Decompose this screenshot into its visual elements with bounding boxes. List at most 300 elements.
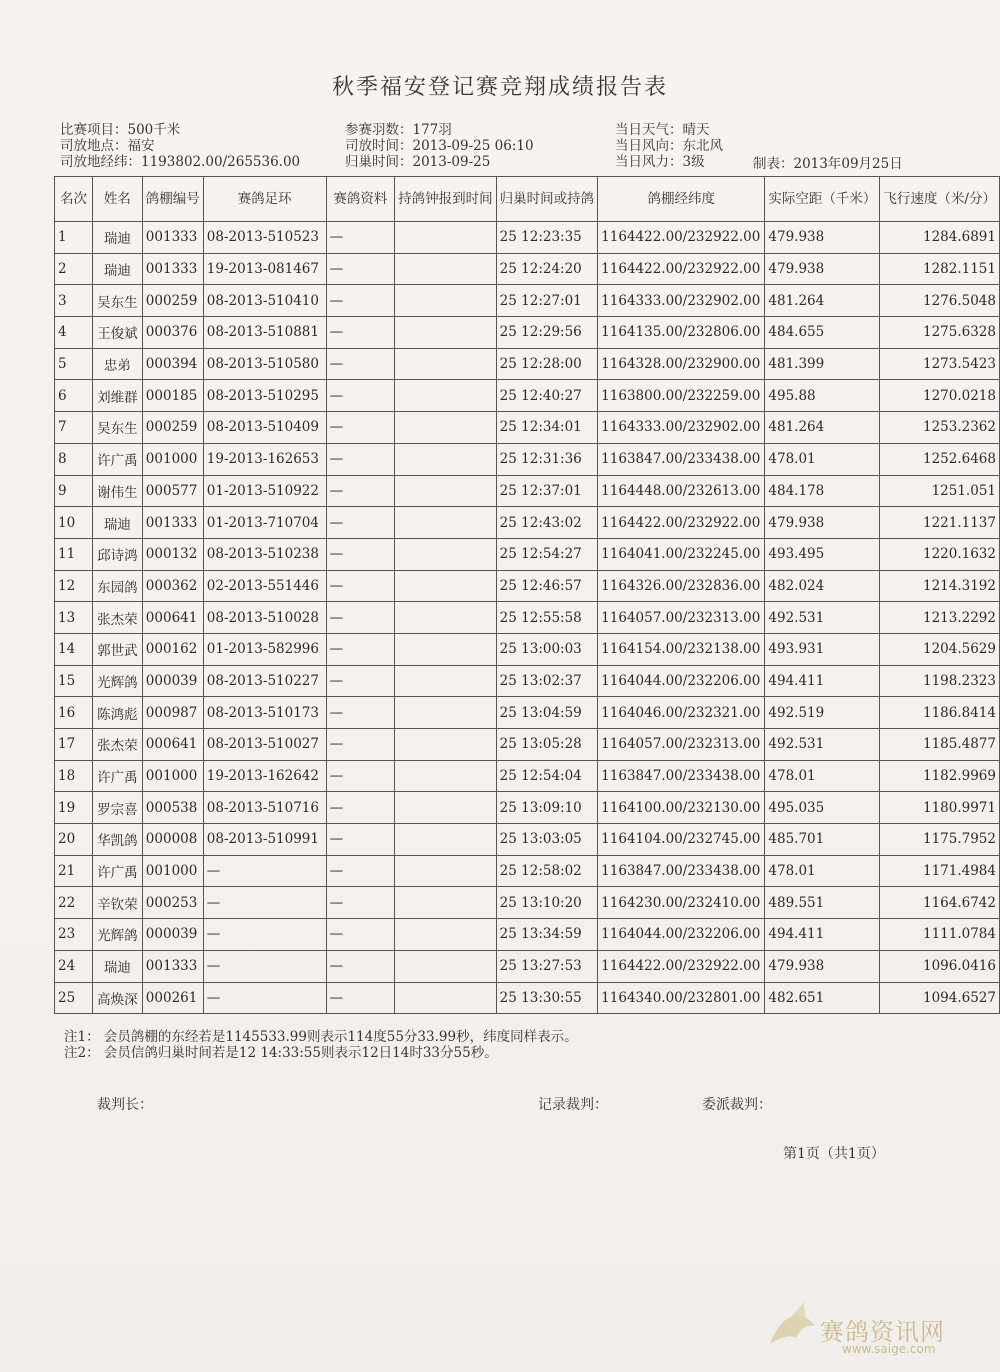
pigeon-info-cell: — <box>326 887 395 919</box>
speed-cell: 1182.9969 <box>880 760 1000 792</box>
pigeon-info-cell: — <box>326 443 395 475</box>
speed-cell: 1171.4984 <box>880 855 1000 887</box>
release-coordinates: 司放地经纬：1193802.00/265536.00 <box>60 154 301 170</box>
distance-cell: 492.519 <box>765 697 880 729</box>
table-row <box>55 507 1000 539</box>
return-time-cell: 25 13:00:03 <box>496 633 598 665</box>
name-cell: 刘维群 <box>92 380 142 412</box>
clock-time-cell <box>395 443 497 475</box>
rank-cell: 13 <box>55 602 93 634</box>
return-time-cell: 25 12:37:01 <box>496 475 598 507</box>
ring-cell: 08-2013-510881 <box>203 317 326 349</box>
footnotes <box>64 1029 578 1061</box>
distance-cell: 479.938 <box>765 253 880 285</box>
rank-cell: 25 <box>55 982 93 1014</box>
loft-coords-cell: 1164448.00/232613.00 <box>598 475 765 507</box>
distance-cell: 493.931 <box>765 633 880 665</box>
name-cell: 华凯鸽 <box>92 824 142 856</box>
pigeon-info-cell: — <box>326 919 395 951</box>
ring-cell: 08-2013-510409 <box>203 412 326 444</box>
clock-time-cell <box>395 665 497 697</box>
distance-cell: 492.531 <box>765 602 880 634</box>
distance-cell: 481.264 <box>765 412 880 444</box>
return-time-cell: 25 12:24:20 <box>496 253 598 285</box>
loft-no-cell: 000259 <box>142 285 203 317</box>
race-info-right <box>615 122 723 170</box>
return-time-cell: 25 12:40:27 <box>496 380 598 412</box>
name-cell: 东园鸽 <box>92 570 142 602</box>
distance-cell: 482.024 <box>765 570 880 602</box>
loft-coords-cell: 1163847.00/233438.00 <box>598 855 765 887</box>
name-cell: 辛钦荣 <box>92 887 142 919</box>
pigeon-info-cell: — <box>326 380 395 412</box>
ring-cell: 08-2013-510238 <box>203 538 326 570</box>
name-cell: 瑞迪 <box>92 950 142 982</box>
speed-cell: 1186.8414 <box>880 697 1000 729</box>
return-time-cell: 25 13:34:59 <box>496 919 598 951</box>
ring-cell: 02-2013-551446 <box>203 570 326 602</box>
distance-cell: 495.035 <box>765 792 880 824</box>
header-distance: 实际空距（千米） <box>765 177 880 222</box>
table-row <box>55 950 1000 982</box>
table-row <box>55 285 1000 317</box>
pigeon-info-cell: — <box>326 475 395 507</box>
name-cell: 许广禹 <box>92 760 142 792</box>
table-row <box>55 665 1000 697</box>
watermark-text: 赛鸽资讯网 <box>820 1318 945 1346</box>
table-row <box>55 792 1000 824</box>
name-cell: 罗宗喜 <box>92 792 142 824</box>
ring-cell: 01-2013-510922 <box>203 475 326 507</box>
watermark-url: www.saige.com <box>842 1342 936 1356</box>
rank-cell: 6 <box>55 380 93 412</box>
name-cell: 吴东生 <box>92 285 142 317</box>
clock-time-cell <box>395 222 497 254</box>
made-date: 制表：2013年09月25日 <box>753 156 903 172</box>
loft-coords-cell: 1164328.00/232900.00 <box>598 348 765 380</box>
return-time-cell: 25 12:55:58 <box>496 602 598 634</box>
return-time-cell: 25 12:43:02 <box>496 507 598 539</box>
return-date: 归巢时间：2013-09-25 <box>345 154 491 170</box>
clock-time-cell <box>395 887 497 919</box>
loft-no-cell: 000987 <box>142 697 203 729</box>
pigeon-info-cell: — <box>326 412 395 444</box>
ring-cell: 08-2013-510227 <box>203 665 326 697</box>
rank-cell: 2 <box>55 253 93 285</box>
ring-cell: 08-2013-510027 <box>203 729 326 761</box>
distance-cell: 479.938 <box>765 950 880 982</box>
loft-no-cell: 001333 <box>142 950 203 982</box>
distance-cell: 479.938 <box>765 507 880 539</box>
return-time-cell: 25 12:58:02 <box>496 855 598 887</box>
ring-cell: 08-2013-510410 <box>203 285 326 317</box>
release-location: 司放地点：福安 <box>60 138 155 154</box>
rank-cell: 5 <box>55 348 93 380</box>
ring-cell: — <box>203 887 326 919</box>
loft-no-cell: 000132 <box>142 538 203 570</box>
distance-cell: 494.411 <box>765 665 880 697</box>
loft-coords-cell: 1164057.00/232313.00 <box>598 602 765 634</box>
pigeon-info-cell: — <box>326 982 395 1014</box>
loft-coords-cell: 1164422.00/232922.00 <box>598 507 765 539</box>
distance-cell: 478.01 <box>765 855 880 887</box>
rank-cell: 9 <box>55 475 93 507</box>
pigeon-info-cell: — <box>326 538 395 570</box>
wind-force: 当日风力：3级 <box>615 154 705 170</box>
recorder-judge-label: 记录裁判： <box>538 1097 608 1113</box>
loft-coords-cell: 1164104.00/232745.00 <box>598 824 765 856</box>
pigeon-info-cell: — <box>326 285 395 317</box>
table-row <box>55 697 1000 729</box>
name-cell: 陈鸿彪 <box>92 697 142 729</box>
loft-coords-cell: 1164100.00/232130.00 <box>598 792 765 824</box>
ring-cell: 08-2013-510991 <box>203 824 326 856</box>
pigeon-info-cell: — <box>326 760 395 792</box>
loft-no-cell: 000162 <box>142 633 203 665</box>
name-cell: 许广禹 <box>92 443 142 475</box>
ring-cell: 08-2013-510523 <box>203 222 326 254</box>
distance-cell: 484.655 <box>765 317 880 349</box>
return-time-cell: 25 12:23:35 <box>496 222 598 254</box>
rank-cell: 1 <box>55 222 93 254</box>
table-row <box>55 855 1000 887</box>
table-row <box>55 348 1000 380</box>
name-cell: 光辉鸽 <box>92 665 142 697</box>
note-2: 注2： 会员信鸽归巢时间若是12 14:33:55则表示12日14时33分55秒。 <box>64 1045 498 1061</box>
table-row <box>55 982 1000 1014</box>
name-cell: 邱诗鸿 <box>92 538 142 570</box>
table-row <box>55 380 1000 412</box>
loft-no-cell: 001333 <box>142 253 203 285</box>
clock-time-cell <box>395 855 497 887</box>
rank-cell: 24 <box>55 950 93 982</box>
name-cell: 谢伟生 <box>92 475 142 507</box>
pigeon-info-cell: — <box>326 950 395 982</box>
loft-no-cell: 001333 <box>142 222 203 254</box>
loft-no-cell: 001000 <box>142 443 203 475</box>
speed-cell: 1204.5629 <box>880 633 1000 665</box>
return-time-cell: 25 12:31:36 <box>496 443 598 475</box>
rank-cell: 22 <box>55 887 93 919</box>
distance-cell: 489.551 <box>765 887 880 919</box>
speed-cell: 1094.6527 <box>880 982 1000 1014</box>
clock-time-cell <box>395 760 497 792</box>
name-cell: 高焕深 <box>92 982 142 1014</box>
loft-no-cell: 000394 <box>142 348 203 380</box>
loft-coords-cell: 1163847.00/233438.00 <box>598 443 765 475</box>
return-time-cell: 25 12:54:27 <box>496 538 598 570</box>
loft-coords-cell: 1164230.00/232410.00 <box>598 887 765 919</box>
clock-time-cell <box>395 253 497 285</box>
loft-coords-cell: 1164333.00/232902.00 <box>598 285 765 317</box>
speed-cell: 1111.0784 <box>880 919 1000 951</box>
pigeon-info-cell: — <box>326 317 395 349</box>
return-time-cell: 25 13:02:37 <box>496 665 598 697</box>
loft-coords-cell: 1164154.00/232138.00 <box>598 633 765 665</box>
loft-coords-cell: 1163800.00/232259.00 <box>598 380 765 412</box>
loft-coords-cell: 1164422.00/232922.00 <box>598 222 765 254</box>
speed-cell: 1213.2292 <box>880 602 1000 634</box>
speed-cell: 1180.9971 <box>880 792 1000 824</box>
return-time-cell: 25 12:28:00 <box>496 348 598 380</box>
loft-no-cell: 001000 <box>142 855 203 887</box>
distance-cell: 479.938 <box>765 222 880 254</box>
speed-cell: 1273.5423 <box>880 348 1000 380</box>
distance-cell: 493.495 <box>765 538 880 570</box>
clock-time-cell <box>395 602 497 634</box>
release-time: 司放时间：2013-09-25 06:10 <box>345 138 534 154</box>
ring-cell: 19-2013-162653 <box>203 443 326 475</box>
table-row <box>55 317 1000 349</box>
rank-cell: 3 <box>55 285 93 317</box>
results-table <box>54 176 1000 1014</box>
table-row <box>55 222 1000 254</box>
clock-time-cell <box>395 950 497 982</box>
loft-no-cell: 000538 <box>142 792 203 824</box>
loft-coords-cell: 1164326.00/232836.00 <box>598 570 765 602</box>
speed-cell: 1284.6891 <box>880 222 1000 254</box>
table-row <box>55 887 1000 919</box>
speed-cell: 1185.4877 <box>880 729 1000 761</box>
return-time-cell: 25 13:09:10 <box>496 792 598 824</box>
clock-time-cell <box>395 697 497 729</box>
ring-cell: — <box>203 950 326 982</box>
pigeon-info-cell: — <box>326 824 395 856</box>
loft-no-cell: 001000 <box>142 760 203 792</box>
name-cell: 瑞迪 <box>92 507 142 539</box>
speed-cell: 1275.6328 <box>880 317 1000 349</box>
return-time-cell: 25 12:34:01 <box>496 412 598 444</box>
return-time-cell: 25 13:27:53 <box>496 950 598 982</box>
pigeon-info-cell: — <box>326 570 395 602</box>
ring-cell: — <box>203 855 326 887</box>
loft-coords-cell: 1164422.00/232922.00 <box>598 950 765 982</box>
pigeon-info-cell: — <box>326 253 395 285</box>
clock-time-cell <box>395 982 497 1014</box>
ring-cell: 08-2013-510580 <box>203 348 326 380</box>
pigeon-info-cell: — <box>326 348 395 380</box>
race-info-left <box>60 122 300 170</box>
header-pigeon-info: 赛鸽资料 <box>326 177 395 222</box>
rank-cell: 19 <box>55 792 93 824</box>
header-rank: 名次 <box>55 177 93 222</box>
speed-cell: 1220.1632 <box>880 538 1000 570</box>
table-row <box>55 760 1000 792</box>
loft-no-cell: 000039 <box>142 919 203 951</box>
loft-no-cell: 000008 <box>142 824 203 856</box>
ring-cell: — <box>203 982 326 1014</box>
rank-cell: 8 <box>55 443 93 475</box>
rank-cell: 10 <box>55 507 93 539</box>
loft-coords-cell: 1164046.00/232321.00 <box>598 697 765 729</box>
speed-cell: 1252.6468 <box>880 443 1000 475</box>
loft-no-cell: 000376 <box>142 317 203 349</box>
distance-cell: 495.88 <box>765 380 880 412</box>
name-cell: 王俊斌 <box>92 317 142 349</box>
pigeon-info-cell: — <box>326 222 395 254</box>
loft-coords-cell: 1164422.00/232922.00 <box>598 253 765 285</box>
distance-cell: 478.01 <box>765 443 880 475</box>
clock-time-cell <box>395 729 497 761</box>
pigeon-info-cell: — <box>326 792 395 824</box>
speed-cell: 1276.5048 <box>880 285 1000 317</box>
loft-no-cell: 000641 <box>142 729 203 761</box>
loft-coords-cell: 1164041.00/232245.00 <box>598 538 765 570</box>
return-time-cell: 25 13:05:28 <box>496 729 598 761</box>
clock-time-cell <box>395 317 497 349</box>
loft-no-cell: 000259 <box>142 412 203 444</box>
name-cell: 吴东生 <box>92 412 142 444</box>
loft-coords-cell: 1164044.00/232206.00 <box>598 665 765 697</box>
return-time-cell: 25 13:10:20 <box>496 887 598 919</box>
page-number: 第1页（共1页） <box>783 1146 885 1162</box>
entry-count: 参赛羽数：177羽 <box>345 122 452 138</box>
ring-cell: 08-2013-510295 <box>203 380 326 412</box>
table-row <box>55 824 1000 856</box>
loft-no-cell: 000185 <box>142 380 203 412</box>
return-time-cell: 25 13:03:05 <box>496 824 598 856</box>
rank-cell: 12 <box>55 570 93 602</box>
clock-time-cell <box>395 475 497 507</box>
table-row <box>55 729 1000 761</box>
loft-coords-cell: 1164135.00/232806.00 <box>598 317 765 349</box>
wind-direction: 当日风向：东北风 <box>615 138 723 154</box>
speed-cell: 1198.2323 <box>880 665 1000 697</box>
distance-cell: 484.178 <box>765 475 880 507</box>
loft-coords-cell: 1164340.00/232801.00 <box>598 982 765 1014</box>
pigeon-info-cell: — <box>326 602 395 634</box>
assigned-judge-label: 委派裁判： <box>702 1097 772 1113</box>
clock-time-cell <box>395 285 497 317</box>
header-speed: 飞行速度（米/分） <box>880 177 1000 222</box>
race-event: 比赛项目：500千米 <box>60 122 181 138</box>
pigeon-info-cell: — <box>326 665 395 697</box>
race-info-middle <box>345 122 534 170</box>
header-return-time: 归巢时间或持鸽 <box>496 177 598 222</box>
pigeon-info-cell: — <box>326 633 395 665</box>
loft-coords-cell: 1163847.00/233438.00 <box>598 760 765 792</box>
loft-no-cell: 000253 <box>142 887 203 919</box>
return-time-cell: 25 12:54:04 <box>496 760 598 792</box>
table-row <box>55 475 1000 507</box>
loft-no-cell: 000039 <box>142 665 203 697</box>
table-row <box>55 253 1000 285</box>
return-time-cell: 25 12:29:56 <box>496 317 598 349</box>
distance-cell: 482.651 <box>765 982 880 1014</box>
loft-no-cell: 000362 <box>142 570 203 602</box>
speed-cell: 1175.7952 <box>880 824 1000 856</box>
return-time-cell: 25 12:46:57 <box>496 570 598 602</box>
loft-coords-cell: 1164057.00/232313.00 <box>598 729 765 761</box>
speed-cell: 1270.0218 <box>880 380 1000 412</box>
name-cell: 张杰荣 <box>92 602 142 634</box>
rank-cell: 23 <box>55 919 93 951</box>
rank-cell: 18 <box>55 760 93 792</box>
loft-coords-cell: 1164044.00/232206.00 <box>598 919 765 951</box>
rank-cell: 11 <box>55 538 93 570</box>
ring-cell: 08-2013-510716 <box>203 792 326 824</box>
pigeon-info-cell: — <box>326 855 395 887</box>
name-cell: 光辉鸽 <box>92 919 142 951</box>
name-cell: 忠弟 <box>92 348 142 380</box>
clock-time-cell <box>395 919 497 951</box>
distance-cell: 494.411 <box>765 919 880 951</box>
rank-cell: 15 <box>55 665 93 697</box>
rank-cell: 17 <box>55 729 93 761</box>
rank-cell: 16 <box>55 697 93 729</box>
header-loft-coords: 鸽棚经纬度 <box>598 177 765 222</box>
name-cell: 许广禹 <box>92 855 142 887</box>
clock-time-cell <box>395 412 497 444</box>
distance-cell: 485.701 <box>765 824 880 856</box>
header-ring: 赛鸽足环 <box>203 177 326 222</box>
distance-cell: 481.399 <box>765 348 880 380</box>
table-row <box>55 633 1000 665</box>
ring-cell: 01-2013-582996 <box>203 633 326 665</box>
ring-cell: 01-2013-710704 <box>203 507 326 539</box>
table-row <box>55 570 1000 602</box>
page-title: 秋季福安登记赛竞翔成绩报告表 <box>331 75 668 100</box>
clock-time-cell <box>395 824 497 856</box>
ring-cell: 08-2013-510028 <box>203 602 326 634</box>
weather: 当日天气：晴天 <box>615 122 710 138</box>
loft-coords-cell: 1164333.00/232902.00 <box>598 412 765 444</box>
clock-time-cell <box>395 348 497 380</box>
table-row <box>55 538 1000 570</box>
name-cell: 郭世武 <box>92 633 142 665</box>
header-clock-time: 持鸽钟报到时间 <box>395 177 497 222</box>
header-name: 姓名 <box>92 177 142 222</box>
rank-cell: 4 <box>55 317 93 349</box>
pigeon-info-cell: — <box>326 507 395 539</box>
speed-cell: 1214.3192 <box>880 570 1000 602</box>
clock-time-cell <box>395 380 497 412</box>
table-row <box>55 602 1000 634</box>
clock-time-cell <box>395 633 497 665</box>
speed-cell: 1282.1151 <box>880 253 1000 285</box>
return-time-cell: 25 13:30:55 <box>496 982 598 1014</box>
ring-cell: — <box>203 919 326 951</box>
note-1: 注1： 会员鸽棚的东经若是1145533.99则表示114度55分33.99秒，纬度同样表示。 <box>64 1029 578 1045</box>
rank-cell: 21 <box>55 855 93 887</box>
distance-cell: 481.264 <box>765 285 880 317</box>
ring-cell: 08-2013-510173 <box>203 697 326 729</box>
distance-cell: 478.01 <box>765 760 880 792</box>
distance-cell: 492.531 <box>765 729 880 761</box>
clock-time-cell <box>395 538 497 570</box>
speed-cell: 1251.051 <box>880 475 1000 507</box>
rank-cell: 14 <box>55 633 93 665</box>
speed-cell: 1164.6742 <box>880 887 1000 919</box>
name-cell: 瑞迪 <box>92 222 142 254</box>
loft-no-cell: 000641 <box>142 602 203 634</box>
ring-cell: 19-2013-081467 <box>203 253 326 285</box>
name-cell: 瑞迪 <box>92 253 142 285</box>
clock-time-cell <box>395 570 497 602</box>
return-time-cell: 25 12:27:01 <box>496 285 598 317</box>
name-cell: 张杰荣 <box>92 729 142 761</box>
speed-cell: 1096.0416 <box>880 950 1000 982</box>
clock-time-cell <box>395 792 497 824</box>
loft-no-cell: 001333 <box>142 507 203 539</box>
table-row <box>55 919 1000 951</box>
rank-cell: 20 <box>55 824 93 856</box>
table-row <box>55 412 1000 444</box>
loft-no-cell: 000261 <box>142 982 203 1014</box>
table-header-row <box>55 177 1000 222</box>
return-time-cell: 25 13:04:59 <box>496 697 598 729</box>
chief-judge-label: 裁判长： <box>97 1097 153 1113</box>
